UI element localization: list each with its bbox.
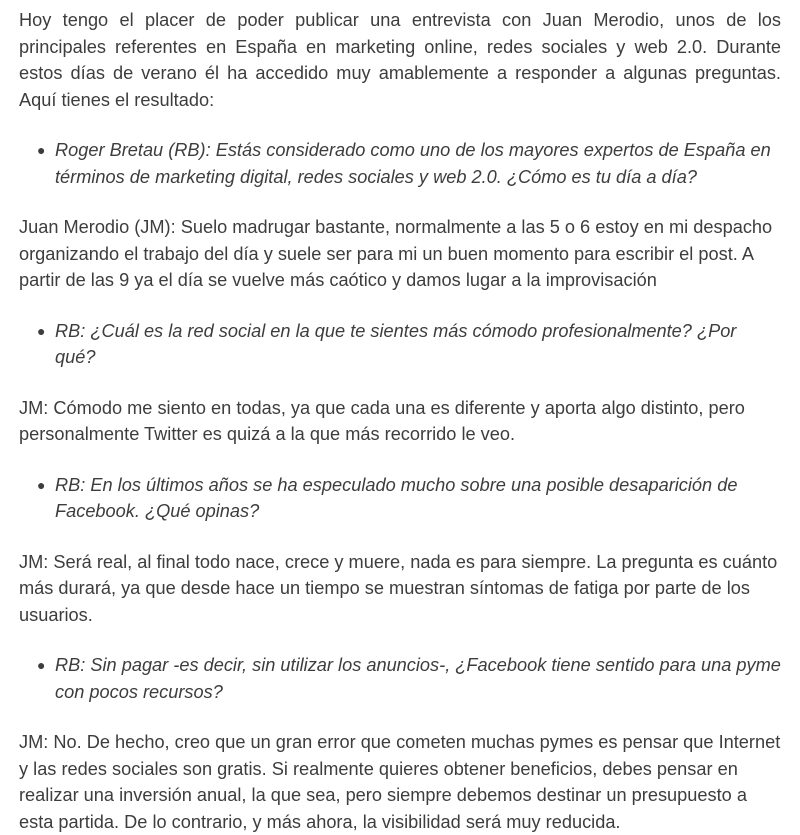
- question-text: Roger Bretau (RB): Estás considerado como uno de los mayores expertos de España en términos de marketing digital, redes sociales y web 2.0. ¿Cómo es tu día a día?: [55, 140, 771, 187]
- question-text: RB: ¿Cuál es la red social en la que te sientes más cómodo profesionalmente? ¿Por qué?: [55, 320, 737, 367]
- bullet-icon: ●: [37, 657, 46, 673]
- question-text: RB: Sin pagar -es decir, sin utilizar los anuncios-, ¿Facebook tiene sentido para una pyme con pocos recursos?: [55, 655, 781, 702]
- question-2: [37, 318, 781, 371]
- question-text: RB: En los últimos años se ha especulado mucho sobre una posible desaparición de Facebook. ¿Qué opinas?: [55, 474, 738, 521]
- question-4: [37, 652, 781, 705]
- question-3: [37, 472, 781, 525]
- question-1: [37, 137, 781, 190]
- answer-3: JM: Será real, al final todo nace, crece y muere, nada es para siempre. La pregunta es cuánto más durará, ya que desde hace un tiempo se muestran síntomas de fatiga por parte de los usuarios.: [19, 551, 778, 625]
- question-list: [19, 652, 781, 705]
- answer-4: JM: No. De hecho, creo que un gran error que cometen muchas pymes es pensar que Internet y las redes sociales son gratis. Si realmente quieres obtener beneficios, debes pensar en realizar una inversión anual, la que sea, pero siempre debemos destinar un presupuesto a esta partida. De lo contrario, y más ahora, la visibilidad será muy reducida.: [19, 732, 781, 832]
- bullet-icon: ●: [37, 142, 46, 158]
- question-list: [19, 472, 781, 525]
- bullet-icon: ●: [37, 322, 46, 339]
- answer-2: JM: Cómodo me siento en todas, ya que cada una es diferente y aporta algo distinto, pero personalmente Twitter es quizá a la que más recorrido le veo.: [19, 397, 745, 444]
- answer-1: Juan Merodio (JM): Suelo madrugar bastante, normalmente a las 5 o 6 estoy en mi despacho organizando el trabajo del día y suele ser para mi un buen momento para escribir el post. A partir de las 9 ya el día se vuelve más caótico y damos lugar a la improvisación: [19, 217, 773, 290]
- bullet-icon: ●: [37, 476, 46, 493]
- question-list: [19, 137, 781, 190]
- intro-paragraph: Hoy tengo el placer de poder publicar una entrevista con Juan Merodio, unos de los principales referentes en España en marketing online, redes sociales y web 2.0. Durante estos días de verano él ha accedido muy amablemente a responder a algunas preguntas. Aquí tienes el resultado:: [19, 10, 781, 110]
- question-list: [19, 318, 781, 371]
